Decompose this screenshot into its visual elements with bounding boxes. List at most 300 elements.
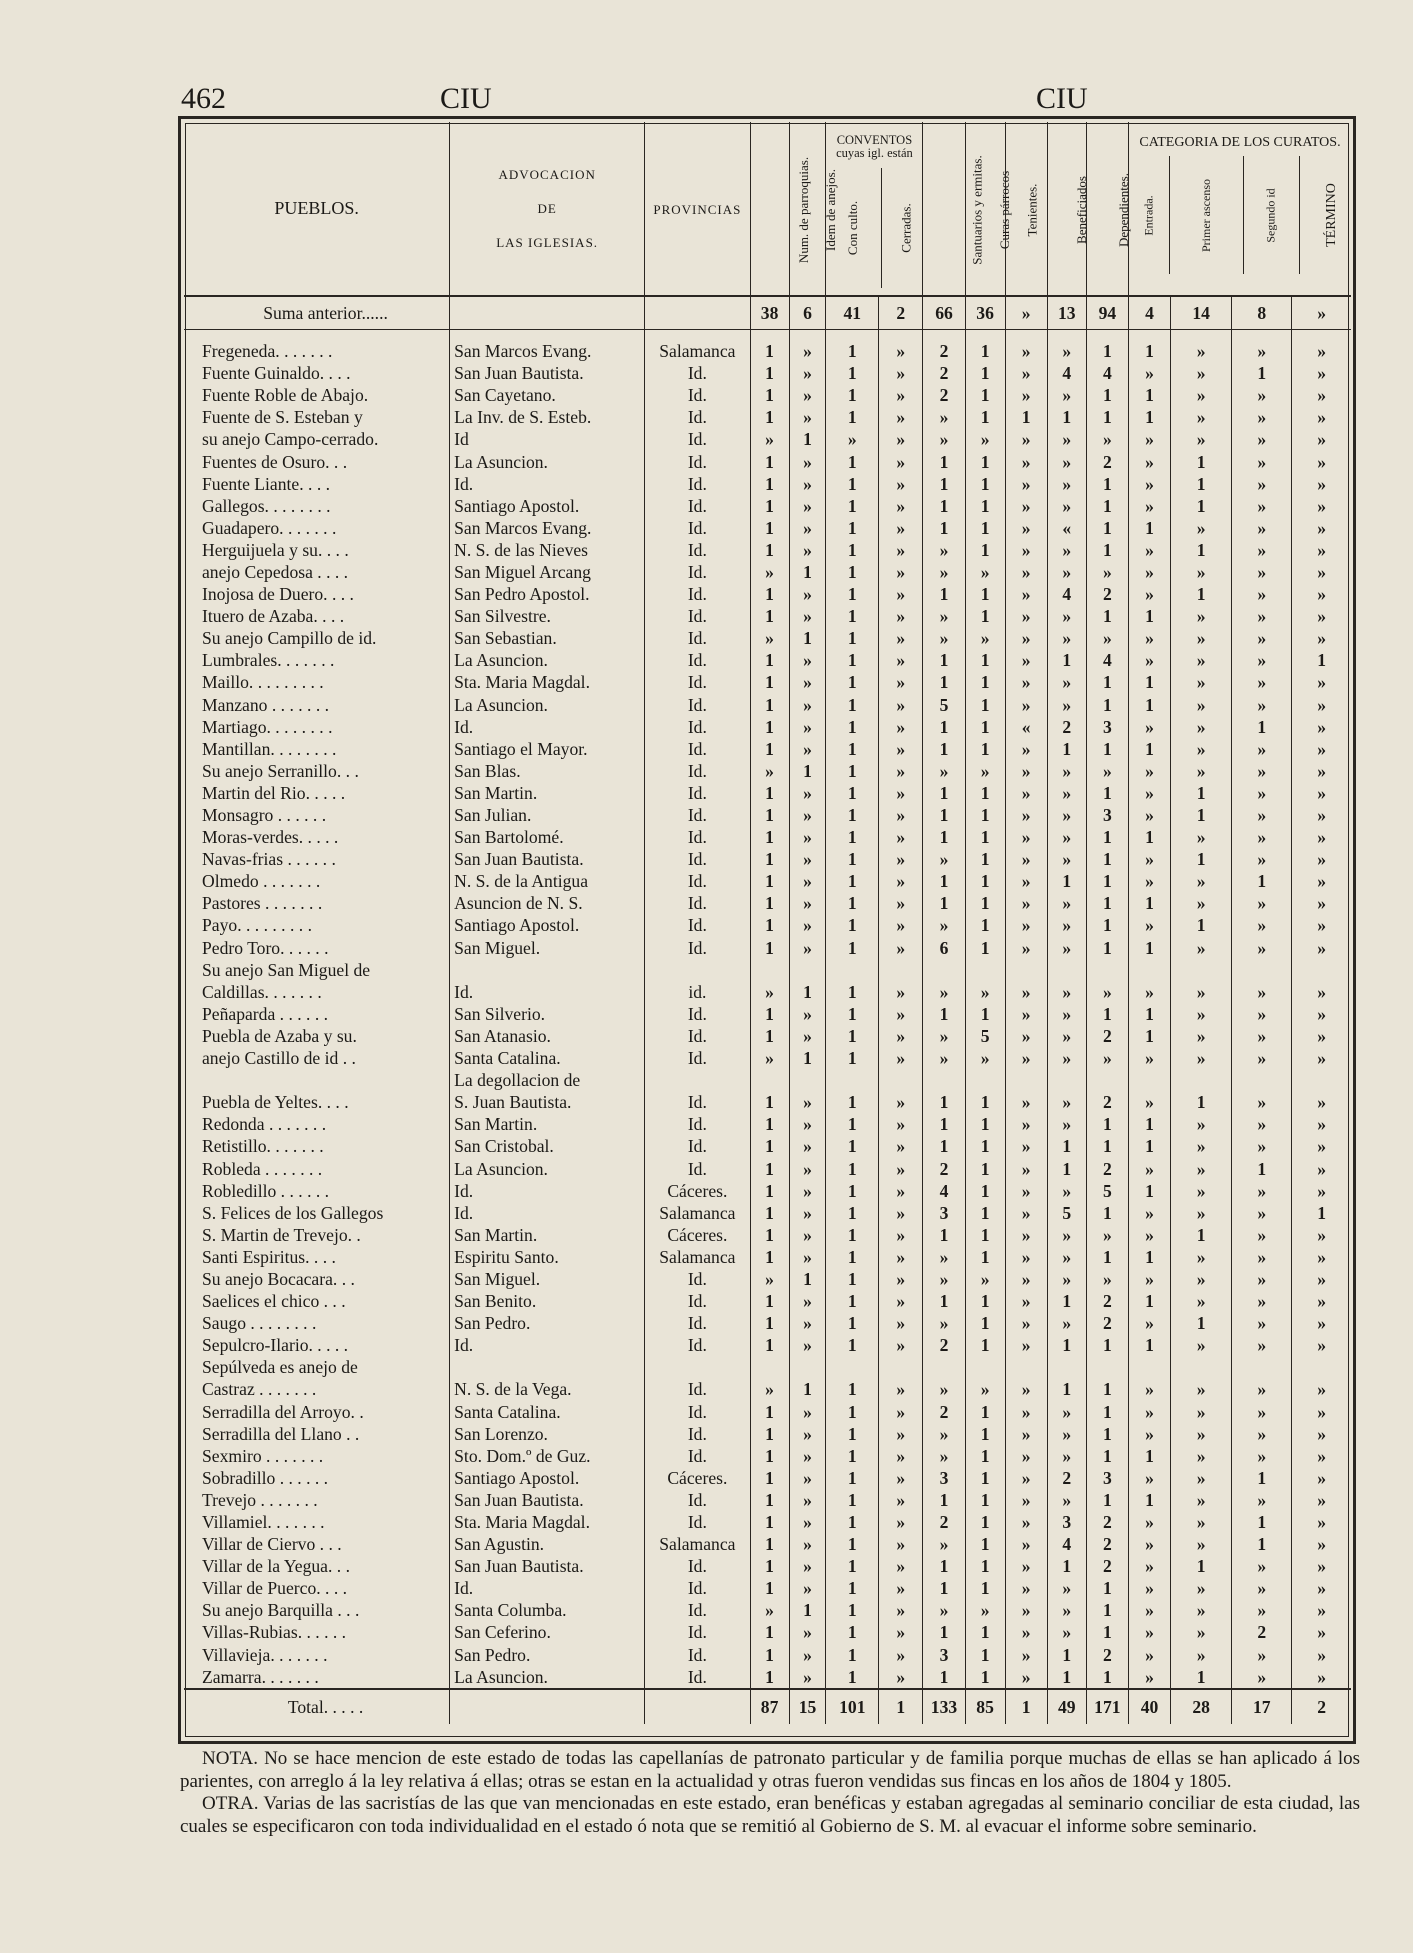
pueblo-cell: Retistillo. . . . . . .	[202, 1136, 324, 1157]
value-cell: 1	[965, 1113, 1005, 1135]
value-cell: »	[1128, 1202, 1170, 1224]
value-cell: 1	[923, 870, 965, 892]
value-cell: »	[1171, 760, 1232, 782]
value-cell: 1	[965, 539, 1005, 561]
running-head-right: CIU	[1036, 82, 1088, 115]
value-cell: »	[789, 583, 826, 605]
value-cell: »	[879, 1445, 923, 1467]
value-cell: »	[1128, 1224, 1170, 1246]
table-row	[184, 716, 1351, 738]
pueblo-cell: Pastores . . . . . . .	[202, 893, 323, 914]
value-cell: 1	[750, 1577, 789, 1599]
value-cell: »	[1047, 384, 1086, 406]
value-cell: 1	[1047, 738, 1086, 760]
table-row	[184, 473, 1351, 495]
value-cell: »	[1292, 1246, 1351, 1268]
pueblo-cell: su anejo Campo-cerrado.	[202, 429, 379, 450]
value-cell: »	[750, 760, 789, 782]
value-cell: 1	[750, 340, 789, 362]
table-row	[184, 1135, 1351, 1157]
value-cell: »	[923, 981, 965, 1003]
provincia-cell: Id.	[645, 1621, 750, 1643]
value-cell: »	[789, 1290, 826, 1312]
value-cell: 1	[826, 362, 879, 384]
pueblo-cell: Ituero de Azaba. . . .	[202, 606, 345, 627]
value-cell: 6	[923, 937, 965, 959]
value-cell: »	[1047, 671, 1086, 693]
value-cell: »	[1047, 760, 1086, 782]
value-cell: »	[1128, 760, 1170, 782]
value-cell: »	[879, 804, 923, 826]
value-cell: »	[1292, 627, 1351, 649]
value-cell: »	[923, 760, 965, 782]
value-cell: »	[879, 1555, 923, 1577]
provincia-cell: Id.	[645, 1157, 750, 1179]
col-conventos: CONVENTOS cuyas igl. están Con culto. Cerradas.	[826, 122, 923, 296]
value-cell: »	[1005, 1246, 1047, 1268]
advocacion-cell: San Juan Bautista.	[450, 1555, 645, 1577]
value-cell: 1	[750, 583, 789, 605]
value-cell: »	[1232, 1378, 1292, 1400]
table-row	[184, 1091, 1351, 1113]
value-cell: »	[1292, 1555, 1351, 1577]
table-row	[184, 1511, 1351, 1533]
value-cell: 1	[965, 1401, 1005, 1423]
value-cell: 1	[923, 782, 965, 804]
total-value: 2	[1292, 1689, 1351, 1724]
value-cell: 1	[1171, 583, 1232, 605]
value-cell: »	[1292, 583, 1351, 605]
value-cell: 1	[965, 1489, 1005, 1511]
value-cell: »	[1232, 495, 1292, 517]
value-cell: »	[789, 1224, 826, 1246]
value-cell: »	[1171, 1401, 1232, 1423]
value-cell: 1	[1005, 406, 1047, 428]
value-cell: 1	[789, 1047, 826, 1069]
provincia-cell: Id.	[645, 1378, 750, 1400]
table-row	[184, 1003, 1351, 1025]
value-cell: 1	[750, 517, 789, 539]
value-cell: 1	[965, 826, 1005, 848]
value-cell: 1	[1086, 1003, 1128, 1025]
value-cell: »	[1005, 1644, 1047, 1666]
value-cell: »	[1005, 848, 1047, 870]
value-cell: 1	[1128, 1180, 1170, 1202]
value-cell: »	[1232, 826, 1292, 848]
advocacion-cell: Sta. Maria Magdal.	[450, 671, 645, 693]
value-cell: »	[1128, 473, 1170, 495]
advocacion-cell: S. Juan Bautista.	[450, 1091, 645, 1113]
col-advocacion: ADVOCACION DE LAS IGLESIAS.	[450, 122, 645, 296]
pueblo-cell: Puebla de Azaba y su.	[202, 1025, 357, 1046]
provincia-cell: Id.	[645, 1290, 750, 1312]
value-cell: »	[1086, 1268, 1128, 1290]
value-cell: »	[1232, 1246, 1292, 1268]
pueblo-cell: Villas-Rubias. . . . . .	[202, 1622, 347, 1643]
value-cell: »	[879, 760, 923, 782]
value-cell: 1	[1086, 782, 1128, 804]
suma-value: 8	[1232, 296, 1292, 330]
advocacion-cell: San Cayetano.	[450, 384, 645, 406]
value-cell: »	[1005, 649, 1047, 671]
value-cell: 5	[965, 1025, 1005, 1047]
value-cell: »	[879, 1334, 923, 1356]
value-cell: 1	[1128, 1003, 1170, 1025]
value-cell: »	[750, 1378, 789, 1400]
value-cell: »	[1292, 1157, 1351, 1179]
value-cell: 1	[750, 473, 789, 495]
pueblo-cell: Payo. . . . . . . . .	[202, 915, 312, 936]
value-cell: »	[789, 539, 826, 561]
table-row	[184, 1157, 1351, 1179]
value-cell: 2	[1086, 1157, 1128, 1179]
advocacion-cell: San Miguel Arcang	[450, 561, 645, 583]
value-cell: »	[1128, 627, 1170, 649]
value-cell: 2	[923, 1511, 965, 1533]
value-cell: 1	[826, 561, 879, 583]
table-row	[184, 1644, 1351, 1666]
value-cell: »	[1047, 1401, 1086, 1423]
value-cell: »	[1171, 561, 1232, 583]
value-cell: »	[1005, 1135, 1047, 1157]
provincia-cell: Id.	[645, 517, 750, 539]
value-cell: 1	[1128, 738, 1170, 760]
value-cell: »	[1047, 495, 1086, 517]
value-cell: »	[1005, 1047, 1047, 1069]
value-cell: »	[923, 1025, 965, 1047]
table-row	[184, 1290, 1351, 1312]
value-cell: 1	[750, 716, 789, 738]
value-cell: 1	[826, 1025, 879, 1047]
value-cell: »	[1292, 1224, 1351, 1246]
value-cell: »	[879, 1666, 923, 1689]
value-cell: »	[789, 450, 826, 472]
table-row	[184, 1445, 1351, 1467]
value-cell: »	[1128, 539, 1170, 561]
value-cell: »	[1005, 1577, 1047, 1599]
value-cell: 1	[750, 1467, 789, 1489]
value-cell: 4	[1086, 362, 1128, 384]
suma-value: »	[1292, 296, 1351, 330]
value-cell: 1	[750, 406, 789, 428]
value-cell: 1	[1128, 694, 1170, 716]
provincia-cell: Cáceres.	[645, 1224, 750, 1246]
value-cell: 1	[750, 649, 789, 671]
value-cell: 1	[1047, 870, 1086, 892]
value-cell: 2	[1086, 1091, 1128, 1113]
value-cell: »	[879, 1047, 923, 1069]
provincia-cell: Cáceres.	[645, 1180, 750, 1202]
value-cell: 1	[965, 804, 1005, 826]
value-cell: »	[1047, 1268, 1086, 1290]
value-cell: »	[1292, 782, 1351, 804]
value-cell: »	[1171, 870, 1232, 892]
value-cell: »	[789, 1445, 826, 1467]
value-cell: 3	[1086, 1467, 1128, 1489]
value-cell: »	[789, 848, 826, 870]
value-cell: 1	[1086, 1135, 1128, 1157]
value-cell: »	[1171, 384, 1232, 406]
value-cell: »	[789, 517, 826, 539]
value-cell: 1	[826, 1467, 879, 1489]
value-cell: »	[1005, 738, 1047, 760]
advocacion-cell: San Cristobal.	[450, 1135, 645, 1157]
value-cell: »	[750, 1599, 789, 1621]
value-cell: 1	[1086, 892, 1128, 914]
value-cell: »	[1232, 1423, 1292, 1445]
page-number: 462	[181, 82, 226, 115]
value-cell: »	[1232, 914, 1292, 936]
provincia-cell: Id.	[645, 937, 750, 959]
value-cell: 1	[1128, 1334, 1170, 1356]
value-cell: »	[1005, 826, 1047, 848]
value-cell: »	[923, 1047, 965, 1069]
advocacion-cell: San Lorenzo.	[450, 1423, 645, 1445]
value-cell: »	[1232, 1644, 1292, 1666]
value-cell: »	[1292, 362, 1351, 384]
value-cell: 2	[1086, 450, 1128, 472]
value-cell: »	[1292, 937, 1351, 959]
value-cell: »	[1171, 1511, 1232, 1533]
value-cell: »	[1005, 914, 1047, 936]
value-cell: 2	[1047, 716, 1086, 738]
value-cell: 1	[923, 649, 965, 671]
table-row	[184, 914, 1351, 936]
value-cell: 3	[1086, 716, 1128, 738]
table-row	[184, 671, 1351, 693]
pueblo-cell: Trevejo . . . . . . .	[202, 1489, 318, 1510]
table-row	[184, 804, 1351, 826]
pueblo-cell: S. Martin de Trevejo. .	[202, 1224, 361, 1245]
value-cell: »	[1292, 1047, 1351, 1069]
value-cell: »	[879, 1423, 923, 1445]
advocacion-cell: San Juan Bautista.	[450, 1489, 645, 1511]
value-cell: »	[789, 870, 826, 892]
value-cell: »	[1292, 1423, 1351, 1445]
value-cell: »	[789, 892, 826, 914]
provincia-cell: Id.	[645, 561, 750, 583]
value-cell: »	[1232, 1666, 1292, 1689]
value-cell: »	[1047, 428, 1086, 450]
total-value: 17	[1232, 1689, 1292, 1724]
value-cell: »	[879, 1113, 923, 1135]
note-otra: OTRA. Varias de las sacristías de las que van mencionadas en este estado, eran benéficas y estaban agregadas al seminario conciliar de esta ciudad, las cuales se especificaron con toda individualidad en el estado ó nota que se remitió al Gobierno de S. M. al evacuar el informe sobre seminario.	[180, 1793, 1360, 1837]
value-cell: »	[923, 1533, 965, 1555]
value-cell: »	[1005, 804, 1047, 826]
value-cell: »	[879, 1577, 923, 1599]
value-cell: »	[1005, 1113, 1047, 1135]
value-cell: »	[1292, 1113, 1351, 1135]
value-cell: »	[1232, 694, 1292, 716]
value-cell: »	[923, 1246, 965, 1268]
table-row	[184, 1621, 1351, 1643]
value-cell: 1	[1047, 1555, 1086, 1577]
provincia-cell: Id.	[645, 1666, 750, 1689]
value-cell: 2	[1086, 1511, 1128, 1533]
pueblo-cell: Inojosa de Duero. . . .	[202, 584, 354, 605]
value-cell: 1	[750, 848, 789, 870]
value-cell: »	[923, 627, 965, 649]
value-cell: 1	[826, 1533, 879, 1555]
value-cell: 1	[826, 694, 879, 716]
value-cell: »	[1171, 428, 1232, 450]
value-cell: 1	[1086, 406, 1128, 428]
value-cell: »	[1292, 1533, 1351, 1555]
col-tenientes: Tenientes.	[1005, 122, 1047, 296]
value-cell: 1	[750, 1666, 789, 1689]
value-cell: 1	[923, 1135, 965, 1157]
value-cell: »	[1005, 1268, 1047, 1290]
advocacion-cell: San Silverio.	[450, 1003, 645, 1025]
value-cell: »	[923, 1445, 965, 1467]
value-cell: »	[1005, 1423, 1047, 1445]
value-cell: 1	[965, 1157, 1005, 1179]
value-cell: 1	[1292, 1202, 1351, 1224]
value-cell: »	[965, 760, 1005, 782]
value-cell: »	[1005, 1445, 1047, 1467]
value-cell: 1	[1232, 362, 1292, 384]
value-cell: »	[789, 1489, 826, 1511]
value-cell: 2	[1086, 1555, 1128, 1577]
value-cell: »	[1171, 1489, 1232, 1511]
value-cell: »	[1232, 605, 1292, 627]
value-cell: »	[1292, 605, 1351, 627]
pueblo-cell: Redonda . . . . . . .	[202, 1114, 327, 1135]
value-cell: 1	[1086, 1489, 1128, 1511]
col-beneficiados: Beneficiados	[1047, 122, 1086, 296]
value-cell: 1	[750, 694, 789, 716]
provincia-cell: Id.	[645, 1312, 750, 1334]
value-cell: »	[879, 716, 923, 738]
provincia-cell: Id.	[645, 1135, 750, 1157]
value-cell: 1	[965, 1533, 1005, 1555]
value-cell: »	[1292, 1268, 1351, 1290]
table-row	[184, 1224, 1351, 1246]
value-cell: »	[1005, 1202, 1047, 1224]
value-cell: »	[1047, 539, 1086, 561]
pueblo-cell: Pedro Toro. . . . . .	[202, 937, 329, 958]
value-cell: 1	[826, 539, 879, 561]
value-cell: 1	[826, 406, 879, 428]
value-cell: 1	[750, 1644, 789, 1666]
advocacion-cell: San Juan Bautista.	[450, 362, 645, 384]
provincia-cell: Id.	[645, 826, 750, 848]
value-cell: 1	[826, 1445, 879, 1467]
value-cell: »	[1232, 406, 1292, 428]
value-cell: 1	[826, 605, 879, 627]
value-cell: 5	[1086, 1180, 1128, 1202]
value-cell: 1	[789, 1378, 826, 1400]
table-row	[184, 583, 1351, 605]
suma-value: 94	[1086, 296, 1128, 330]
provincia-cell: Id.	[645, 1555, 750, 1577]
suma-value: 6	[789, 296, 826, 330]
value-cell: 1	[826, 1246, 879, 1268]
value-cell: 1	[1128, 1135, 1170, 1157]
advocacion-cell: San Sebastian.	[450, 627, 645, 649]
value-cell: 1	[1128, 1246, 1170, 1268]
value-cell: 1	[923, 1113, 965, 1135]
value-cell: 1	[1086, 914, 1128, 936]
value-cell: »	[1171, 406, 1232, 428]
total-value: 1	[1005, 1689, 1047, 1724]
total-row	[184, 1689, 1351, 1724]
table-row	[184, 450, 1351, 472]
value-cell: »	[1005, 1334, 1047, 1356]
value-cell: »	[1005, 1290, 1047, 1312]
value-cell: 1	[826, 1224, 879, 1246]
value-cell: »	[1292, 1003, 1351, 1025]
value-cell: 1	[965, 1423, 1005, 1445]
value-cell: »	[1292, 428, 1351, 450]
value-cell: »	[1047, 1025, 1086, 1047]
value-cell: »	[1047, 826, 1086, 848]
value-cell: »	[1005, 1467, 1047, 1489]
value-cell: 1	[965, 340, 1005, 362]
pueblo-cell: Su anejo San Miguel de	[202, 959, 371, 980]
table-row	[184, 892, 1351, 914]
value-cell: »	[1171, 937, 1232, 959]
value-cell: 1	[965, 671, 1005, 693]
value-cell: »	[1171, 892, 1232, 914]
value-cell: 1	[1171, 848, 1232, 870]
value-cell: 1	[965, 1312, 1005, 1334]
table-row	[184, 694, 1351, 716]
value-cell: 1	[750, 362, 789, 384]
value-cell: »	[826, 428, 879, 450]
pueblo-cell: Su anejo Serranillo. . .	[202, 760, 359, 781]
value-cell: »	[1232, 517, 1292, 539]
value-cell: 1	[965, 1246, 1005, 1268]
value-cell: 1	[1086, 1621, 1128, 1643]
value-cell: »	[923, 1312, 965, 1334]
value-cell: 1	[826, 1511, 879, 1533]
value-cell: »	[879, 826, 923, 848]
value-cell: »	[1005, 517, 1047, 539]
table-row	[184, 782, 1351, 804]
value-cell: 1	[1047, 1157, 1086, 1179]
value-cell: 1	[965, 1135, 1005, 1157]
pueblo-cell: Gallegos. . . . . . . .	[202, 495, 331, 516]
value-cell: 1	[965, 1555, 1005, 1577]
value-cell: 1	[750, 892, 789, 914]
pueblo-cell: Villar de Puerco. . . .	[202, 1578, 348, 1599]
value-cell: »	[1292, 1644, 1351, 1666]
value-cell: 1	[826, 517, 879, 539]
value-cell: »	[1005, 694, 1047, 716]
provincia-cell: Id.	[645, 1003, 750, 1025]
value-cell: 1	[923, 1489, 965, 1511]
value-cell: 1	[826, 1091, 879, 1113]
value-cell: 1	[1047, 1666, 1086, 1689]
advocacion-cell: La Asuncion.	[450, 649, 645, 671]
value-cell: 1	[750, 914, 789, 936]
value-cell: 1	[750, 1025, 789, 1047]
provincia-cell: Id.	[645, 539, 750, 561]
value-cell: 1	[826, 914, 879, 936]
value-cell: 1	[923, 1621, 965, 1643]
value-cell: 1	[965, 1091, 1005, 1113]
value-cell: 1	[750, 1157, 789, 1179]
value-cell: »	[879, 1401, 923, 1423]
provincia-cell: Id.	[645, 1511, 750, 1533]
value-cell: »	[1047, 1180, 1086, 1202]
value-cell: »	[1171, 1467, 1232, 1489]
value-cell: 1	[1086, 1423, 1128, 1445]
value-cell: »	[879, 870, 923, 892]
value-cell: 1	[923, 1555, 965, 1577]
value-cell: »	[879, 1467, 923, 1489]
